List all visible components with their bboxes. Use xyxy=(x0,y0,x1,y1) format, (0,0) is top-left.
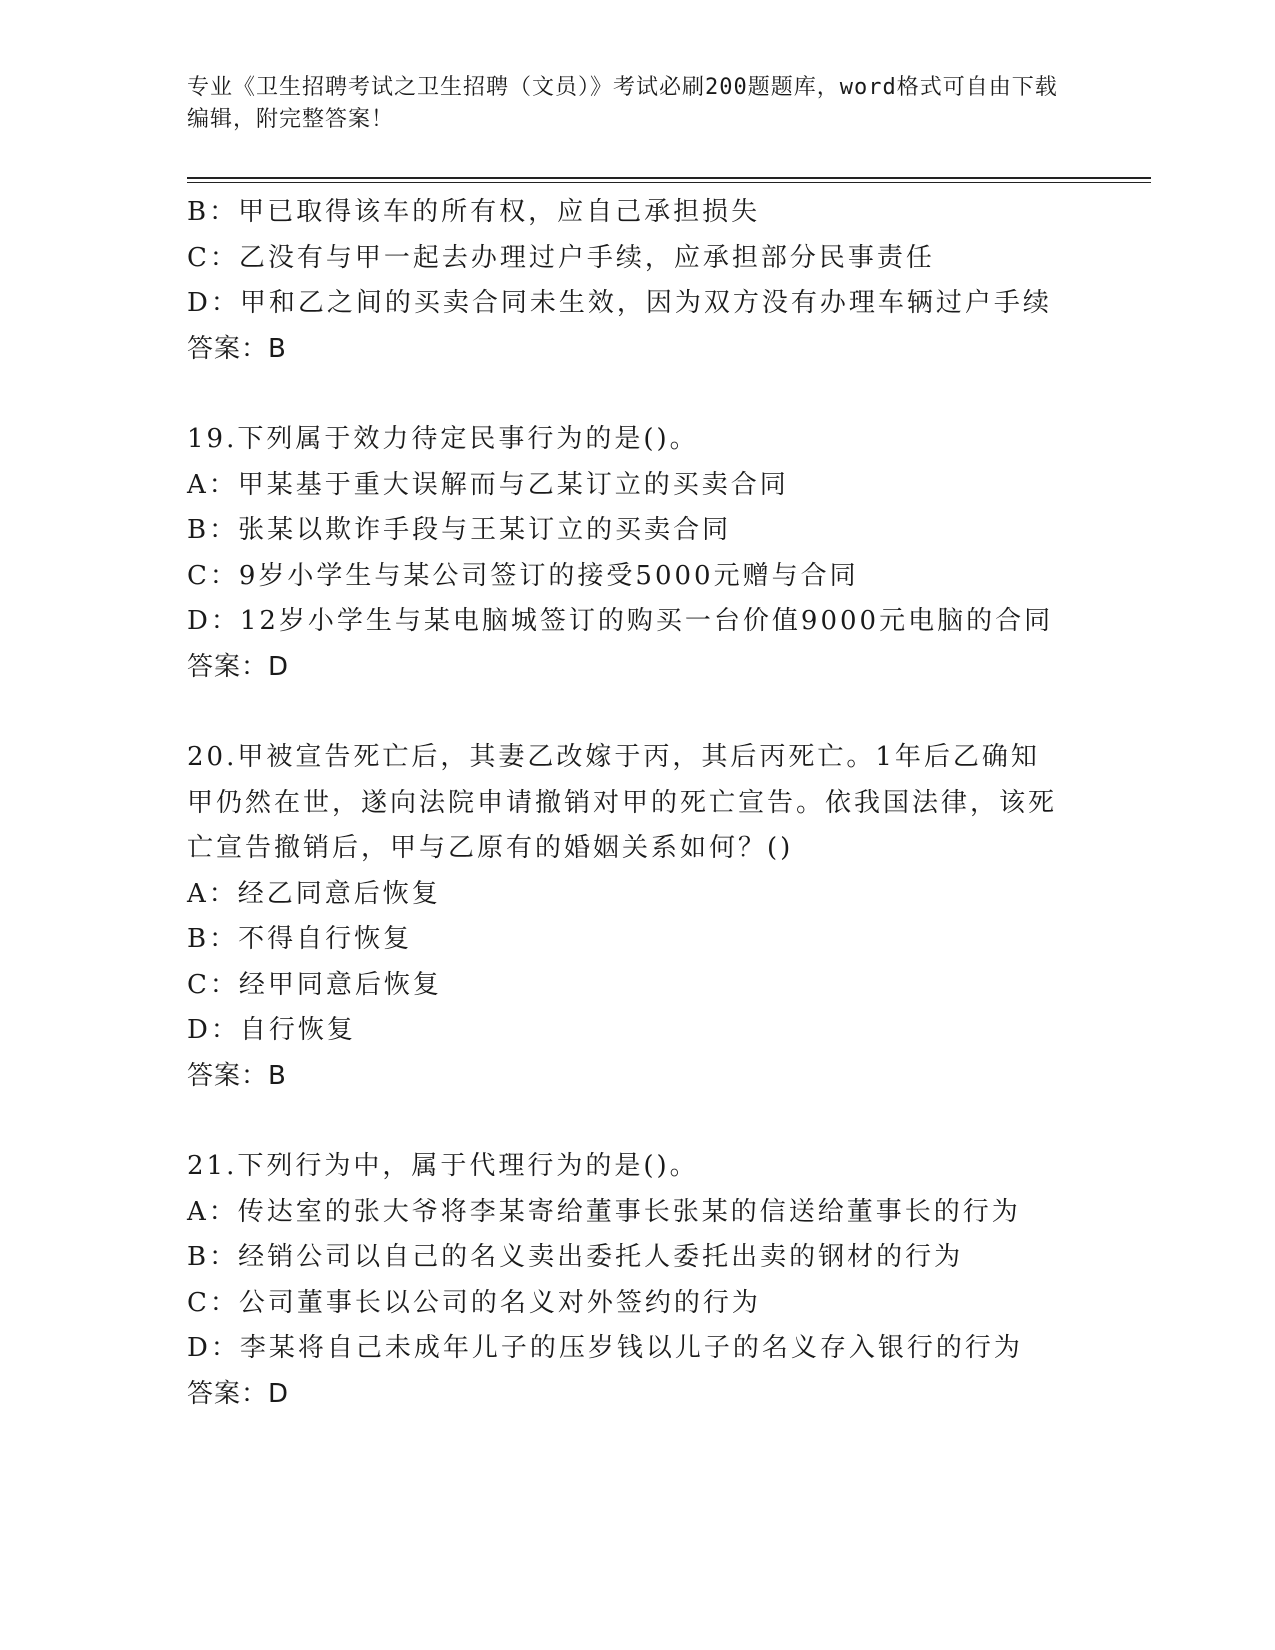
question-20 xyxy=(187,735,1151,1099)
question-19 xyxy=(187,417,1151,690)
document-header: 专业《卫生招聘考试之卫生招聘（文员）》考试必刷200题题库，word格式可自由下载编辑，附完整答案！ xyxy=(187,75,1058,132)
option-d: D：12岁小学生与某电脑城签订的购买一台价值9000元电脑的合同 xyxy=(187,606,1054,636)
option-c: C：经甲同意后恢复 xyxy=(187,969,442,1000)
answer: 答案：B xyxy=(187,1060,287,1091)
option-d: D：甲和乙之间的买卖合同未生效，因为双方没有办理车辆过户手续 xyxy=(187,288,1052,318)
question-text: 21.下列行为中，属于代理行为的是()。 xyxy=(187,1151,699,1181)
question-21 xyxy=(187,1144,1151,1417)
header-rule-thick xyxy=(187,177,1151,179)
answer: 答案：B xyxy=(187,333,287,364)
option-d: D：自行恢复 xyxy=(187,1015,356,1045)
document-body xyxy=(187,190,1151,1417)
header-rule-thin xyxy=(187,182,1151,183)
option-c: C：公司董事长以公司的名义对外签约的行为 xyxy=(187,1287,761,1318)
option-a: A：甲某基于重大误解而与乙某订立的买卖合同 xyxy=(187,469,789,500)
option-a: A：传达室的张大爷将李某寄给董事长张某的信送给董事长的行为 xyxy=(187,1196,1021,1227)
answer: 答案：D xyxy=(187,651,290,682)
option-b: B：甲已取得该车的所有权，应自己承担损失 xyxy=(187,197,761,227)
question-text: 19.下列属于效力待定民事行为的是()。 xyxy=(187,424,699,454)
option-a: A：经乙同意后恢复 xyxy=(187,878,441,909)
question-18 xyxy=(187,190,1151,372)
option-b: B：张某以欺诈手段与王某订立的买卖合同 xyxy=(187,515,732,545)
option-d: D：李某将自己未成年儿子的压岁钱以儿子的名义存入银行的行为 xyxy=(187,1333,1023,1363)
answer: 答案：D xyxy=(187,1378,290,1409)
option-b: B：经销公司以自己的名义卖出委托人委托出卖的钢材的行为 xyxy=(187,1242,964,1272)
option-c: C：乙没有与甲一起去办理过户手续，应承担部分民事责任 xyxy=(187,242,935,273)
option-b: B：不得自行恢复 xyxy=(187,924,413,954)
option-c: C：9岁小学生与某公司签订的接受5000元赠与合同 xyxy=(187,560,859,591)
question-text: 20.甲被宣告死亡后，其妻乙改嫁于丙，其后丙死亡。1年后乙确知甲仍然在世，遂向法院申请撤销对甲的死亡宣告。依我国法律，该死亡宣告撤销后，甲与乙原有的婚姻关系如何？() xyxy=(187,742,1058,863)
